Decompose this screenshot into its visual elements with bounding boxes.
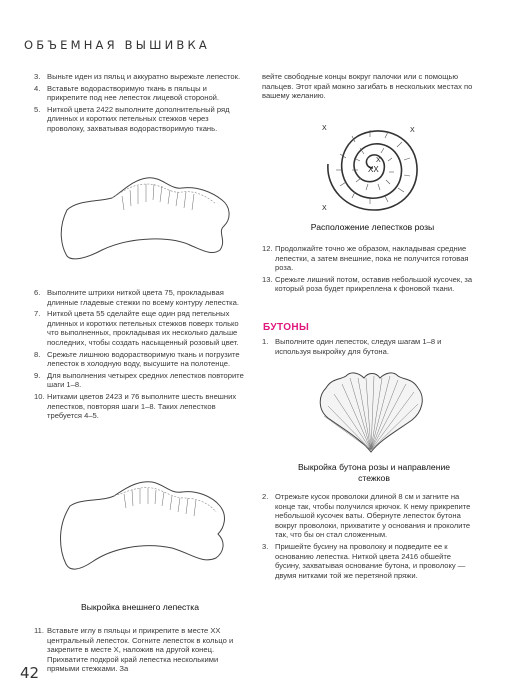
right-column-mid [262,244,477,296]
list-item [34,350,244,369]
list-item [262,337,477,356]
item-number: 13. [262,274,273,284]
left-column-bottom [34,626,244,676]
item-number: 3. [34,72,41,81]
right-column-bottom [262,492,477,582]
item-text: Вставьте водорастворимую ткань в пяльцы и прикрепите под нее лепесток лицевой стороной. [47,83,220,103]
item-text: Срежьте лишний потом, оставив небольшой кусочек, за который роза будет прикреплена к фоновой ткани. [275,274,473,294]
list-item [262,542,477,580]
list-item [34,371,244,390]
continued-text: вейте свободные концы вокруг палочки или с помощью пальцев. Этот край можно загибать в нескольких местах по вашему желанию. [262,72,473,101]
item-number: 1. [262,337,269,346]
item-number: 4. [34,83,41,93]
bud-petal-pattern [316,370,426,454]
outer-petal-pattern [52,476,242,588]
svg-text:X: X [410,127,415,134]
item-number: 8. [34,349,41,359]
list-item [34,84,244,103]
left-column [34,72,244,136]
item-text: Продолжайте точно же образом, накладывая средние лепестки, а затем внешние, пока не получится готовая роза. [275,244,469,273]
rose-arrangement-caption: Расположение лепестков розы [310,222,435,232]
item-number: 9. [34,370,41,380]
item-number: 2. [262,492,269,501]
list-item [262,492,477,540]
list-item [34,288,244,307]
rose-petal-arrangement-diagram [318,118,428,216]
svg-text:XX: XX [368,165,379,174]
list-item [262,275,477,294]
left-column-mid [34,288,244,423]
svg-text:X: X [322,125,327,132]
item-number: 12. [262,244,273,253]
bud-pattern-caption: Выкройка бутона розы и направление стежков [297,462,451,483]
item-number: 6. [34,288,41,297]
item-text: Нитками цветов 2423 и 76 выполните шесть внешних лепестков, повторяя шаги 1–8. Таких лепестков требуется 4–5. [47,391,237,421]
item-number: 11. [34,626,44,635]
item-text: Отрежьте кусок проволоки длиной 8 см и загните на конце так, чтобы получился крючок. К нему прикрепите небольшой кусочек ваты. Обернуте лепесток бутона вокруг проволоки, прихватите у основания и проколите так, что бы он стал сложенным. [275,492,471,540]
svg-text:X: X [322,205,327,212]
list-item [34,309,244,347]
item-number: 5. [34,104,41,114]
item-text: Выполните штрихи ниткой цвета 75, прокладывая длинные гладевые стежки по всему контуру лепестка. [47,288,239,307]
item-text: Выньте иден из пяльц и аккуратно вырежьте лепесток. [47,72,241,81]
section-title-buds: БУТОНЫ [263,322,310,333]
right-column-top [262,72,477,103]
page-number: 42 [20,664,40,682]
item-text: Пришейте бусину на проволоку и подведите ее к основанию лепестка. Ниткой цвета 2416 обшейте бусину, захватывая основание бутона, и проволоку — двумя нитками той же перетяной пряжи. [275,541,466,580]
list-item [34,392,244,421]
item-number: 3. [262,541,269,551]
item-number: 7. [34,309,41,319]
list-item [34,72,244,82]
list-item [34,105,244,134]
item-text: Ниткой цвета 2422 выполните дополнительный ряд длинных и коротких петельных стежков через проволоку, захватывая водорастворимую ткань. [47,104,230,133]
item-text: Выполните один лепесток, следуя шагам 1–8 и используя выкройку для бутона. [275,337,442,356]
item-number: 10. [34,391,45,401]
page-header: ОБЪЕМНАЯ ВЫШИВКА [24,38,210,52]
item-text: Вставьте иглу в пяльцы и прикрепите в месте XX центральный лепесток. Согните лепесток в кольцо и закрепите в месте X, наложив на другой конец. Прихватите подкрой край лепестка несколькими прямыми стежками. За [47,626,234,674]
list-item [34,626,244,674]
right-column-buds [262,337,477,358]
middle-petal-pattern [52,170,242,280]
outer-petal-caption: Выкройка внешнего лепестка [81,602,199,612]
item-text: Ниткой цвета 55 сделайте еще один ряд петельных длинных и коротких петельных стежков поверх только что выполненных, прокладывая их несколько дальше последних, чтобы создать насыщенный розовый цвет. [47,309,239,347]
list-item [262,244,477,273]
item-text: Срежьте лишнюю водорастворимую ткань и погрузите лепесток в холодную воду, высушите на полотенце. [47,349,240,369]
svg-text:X: X [376,157,381,164]
item-text: Для выполнения четырех средних лепестков повторите шаги 1–8. [47,370,244,390]
